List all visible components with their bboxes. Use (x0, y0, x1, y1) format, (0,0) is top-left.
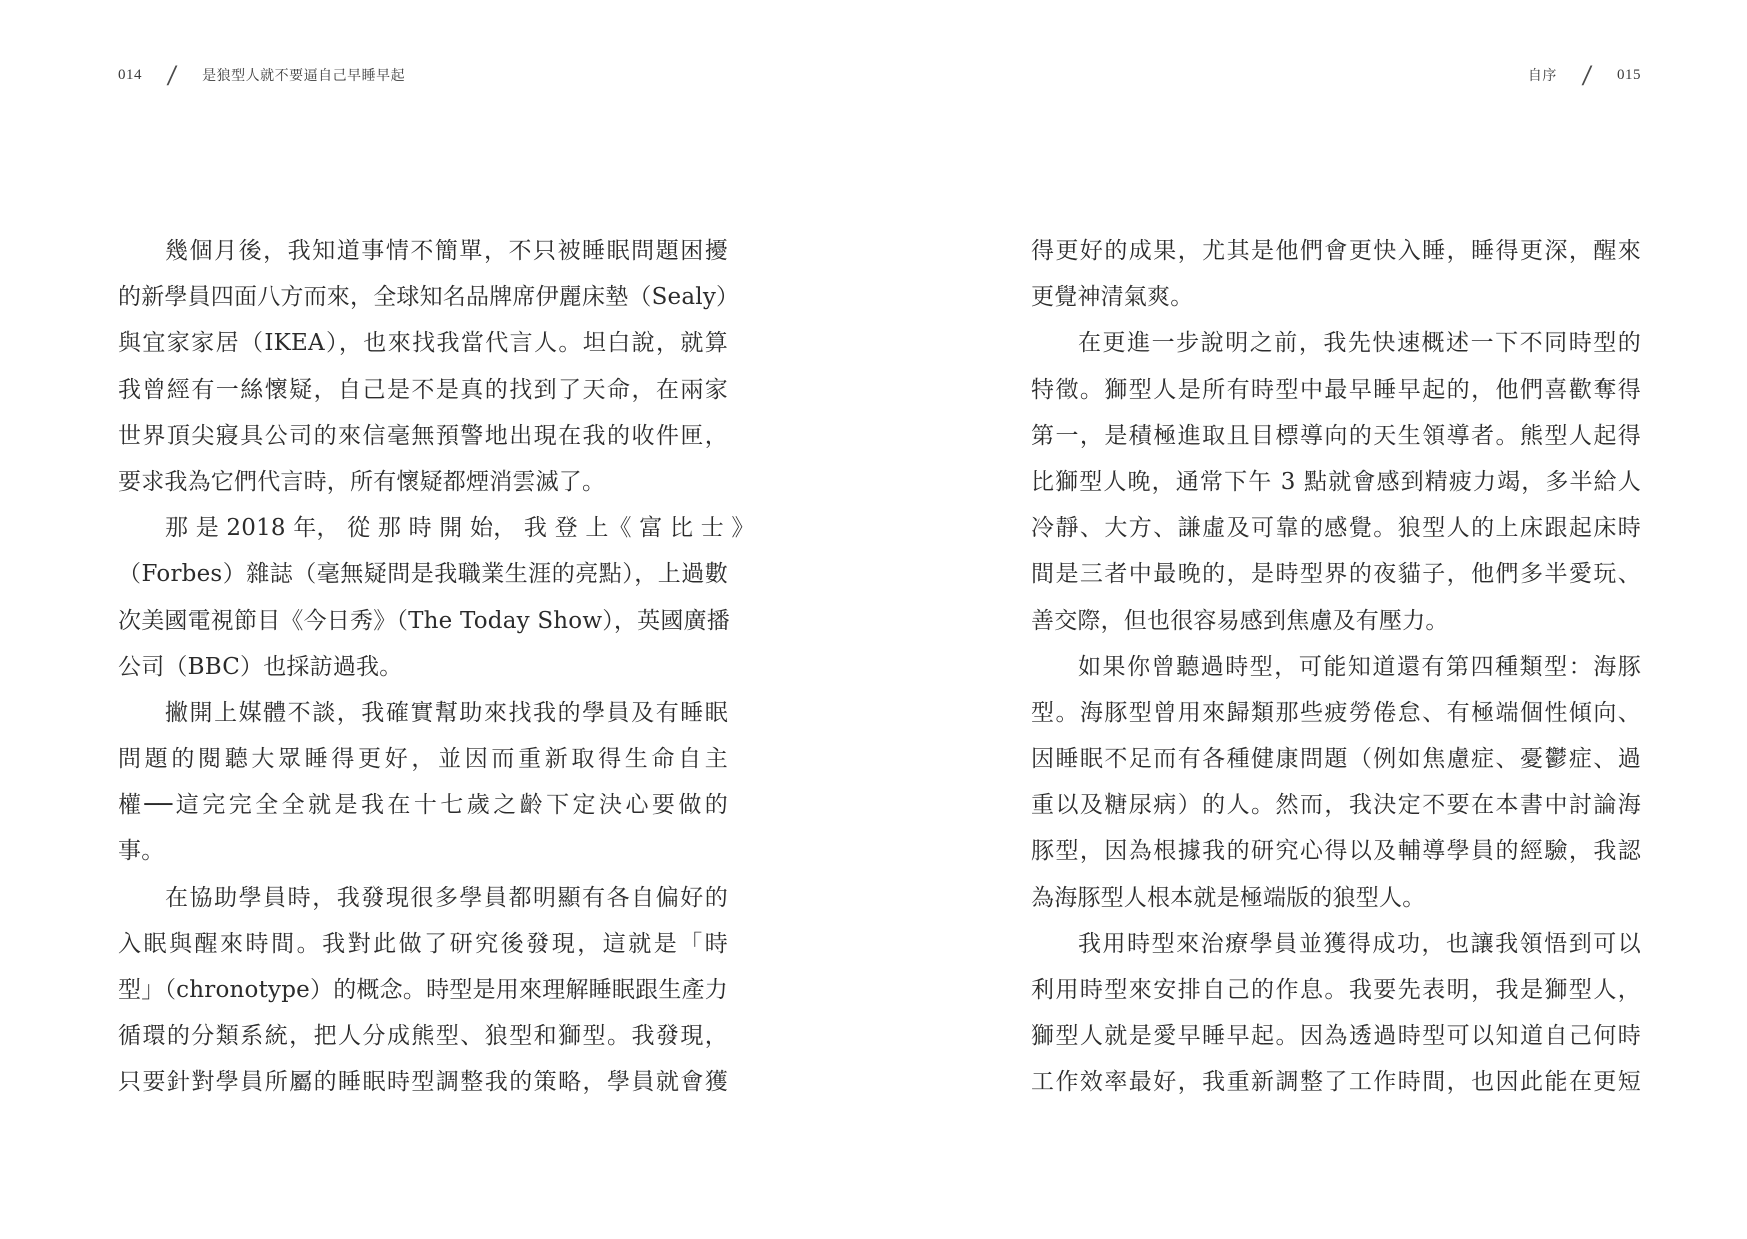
right-page (1031, 0, 1641, 1239)
text-line: 間是三者中最晚的，是時型界的夜貓子，他們多半愛玩、 (1031, 561, 1641, 588)
text-line: 我用時型來治療學員並獲得成功，也讓我領悟到可以 (1078, 930, 1641, 957)
text-line: 比獅型人晚，通常下午 3 點就會感到精疲力竭，多半給人 (1031, 468, 1641, 495)
right-body-text (1031, 228, 1641, 1106)
text-line: 只要針對學員所屬的睡眠時型調整我的策略，學員就會獲 (118, 1069, 728, 1096)
left-running-head (118, 62, 728, 88)
text-line: 如果你曾聽過時型，可能知道還有第四種類型：海豚 (1078, 653, 1641, 680)
text-line: 得更好的成果，尤其是他們會更快入睡，睡得更深，醒來 (1031, 238, 1641, 264)
text-line: 次美國電視節目《今日秀》（The Today Show），英國廣播 (118, 607, 730, 634)
text-line: 問題的閱聽大眾睡得更好，並因而重新取得生命自主 (118, 746, 728, 773)
text-line: 入眠與醒來時間。我對此做了研究後發現，這就是「時 (118, 930, 728, 957)
text-line: 豚型，因為根據我的研究心得以及輔導學員的經驗，我認 (1031, 838, 1641, 865)
text-line: 公司（BBC）也採訪過我。 (118, 653, 403, 680)
right-running-title: 自序 (1527, 68, 1557, 84)
text-line: 幾個月後，我知道事情不簡單，不只被睡眠問題困擾 (165, 238, 728, 264)
text-line: 獅型人就是愛早睡早起。因為透過時型可以知道自己何時 (1031, 1023, 1641, 1050)
text-line: 冷靜、大方、謙虛及可靠的感覺。狼型人的上床跟起床時 (1031, 515, 1641, 542)
text-line: 特徵。獅型人是所有時型中最早睡早起的，他們喜歡奪得 (1031, 376, 1641, 403)
text-line: 在協助學員時，我發現很多學員都明顯有各自偏好的 (165, 884, 728, 911)
text-line: 世界頂尖寢具公司的來信毫無預警地出現在我的收件匣， (118, 422, 728, 449)
text-line: 善交際，但也很容易感到焦慮及有壓力。 (1031, 607, 1449, 634)
text-line: 那 是 2018 年， 從 那 時 開 始， 我 登 上《 富 比 士 》 (165, 515, 755, 542)
left-page-number: 014 (118, 66, 142, 83)
text-line: 的新學員四面八方而來，全球知名品牌席伊麗床墊（Sealy） (118, 284, 740, 311)
text-line: 在更進一步說明之前，我先快速概述一下不同時型的 (1078, 330, 1641, 357)
text-line: 第一，是積極進取且目標導向的天生領導者。熊型人起得 (1031, 422, 1641, 449)
text-line: 為海豚型人根本就是極端版的狼型人。 (1031, 884, 1426, 911)
text-line: 更覺神清氣爽。 (1031, 284, 1194, 311)
text-line: 因睡眠不足而有各種健康問題（例如焦慮症、憂鬱症、過 (1031, 746, 1641, 773)
text-line: 型」（chronotype）的概念。時型是用來理解睡眠跟生產力 (118, 977, 728, 1003)
left-running-title: 是狼型人就不要逼自己早睡早起 (202, 68, 406, 84)
right-running-head (1031, 62, 1641, 88)
text-line: 要求我為它們代言時，所有懷疑都煙消雲滅了。 (118, 468, 606, 495)
text-line: 工作效率最好，我重新調整了工作時間，也因此能在更短 (1031, 1069, 1641, 1096)
text-line: 撇開上媒體不談，我確實幫助來找我的學員及有睡眠 (165, 699, 728, 726)
text-line: 我曾經有一絲懷疑，自己是不是真的找到了天命，在兩家 (118, 376, 728, 403)
text-line: （Forbes）雜誌（毫無疑問是我職業生涯的亮點），上過數 (118, 561, 728, 588)
text-line: 循環的分類系統，把人分成熊型、狼型和獅型。我發現， (118, 1023, 728, 1050)
slash-separator: / (166, 61, 179, 89)
text-line: 與宜家家居（IKEA），也來找我當代言人。坦白說，就算 (118, 330, 728, 357)
right-page-number: 015 (1617, 66, 1641, 83)
text-line: 利用時型來安排自己的作息。我要先表明，我是獅型人， (1031, 977, 1641, 1003)
text-line: 事。 (118, 838, 165, 865)
text-line: 型。海豚型曾用來歸類那些疲勞倦怠、有極端個性傾向、 (1031, 699, 1641, 726)
text-line: 重以及糖尿病）的人。然而，我決定不要在本書中討論海 (1031, 792, 1641, 819)
left-page (118, 0, 755, 1239)
text-line: 權──這完完全全就是我在十七歲之齡下定決心要做的 (118, 792, 728, 819)
left-body-text (118, 228, 755, 1106)
slash-separator: / (1580, 61, 1593, 89)
